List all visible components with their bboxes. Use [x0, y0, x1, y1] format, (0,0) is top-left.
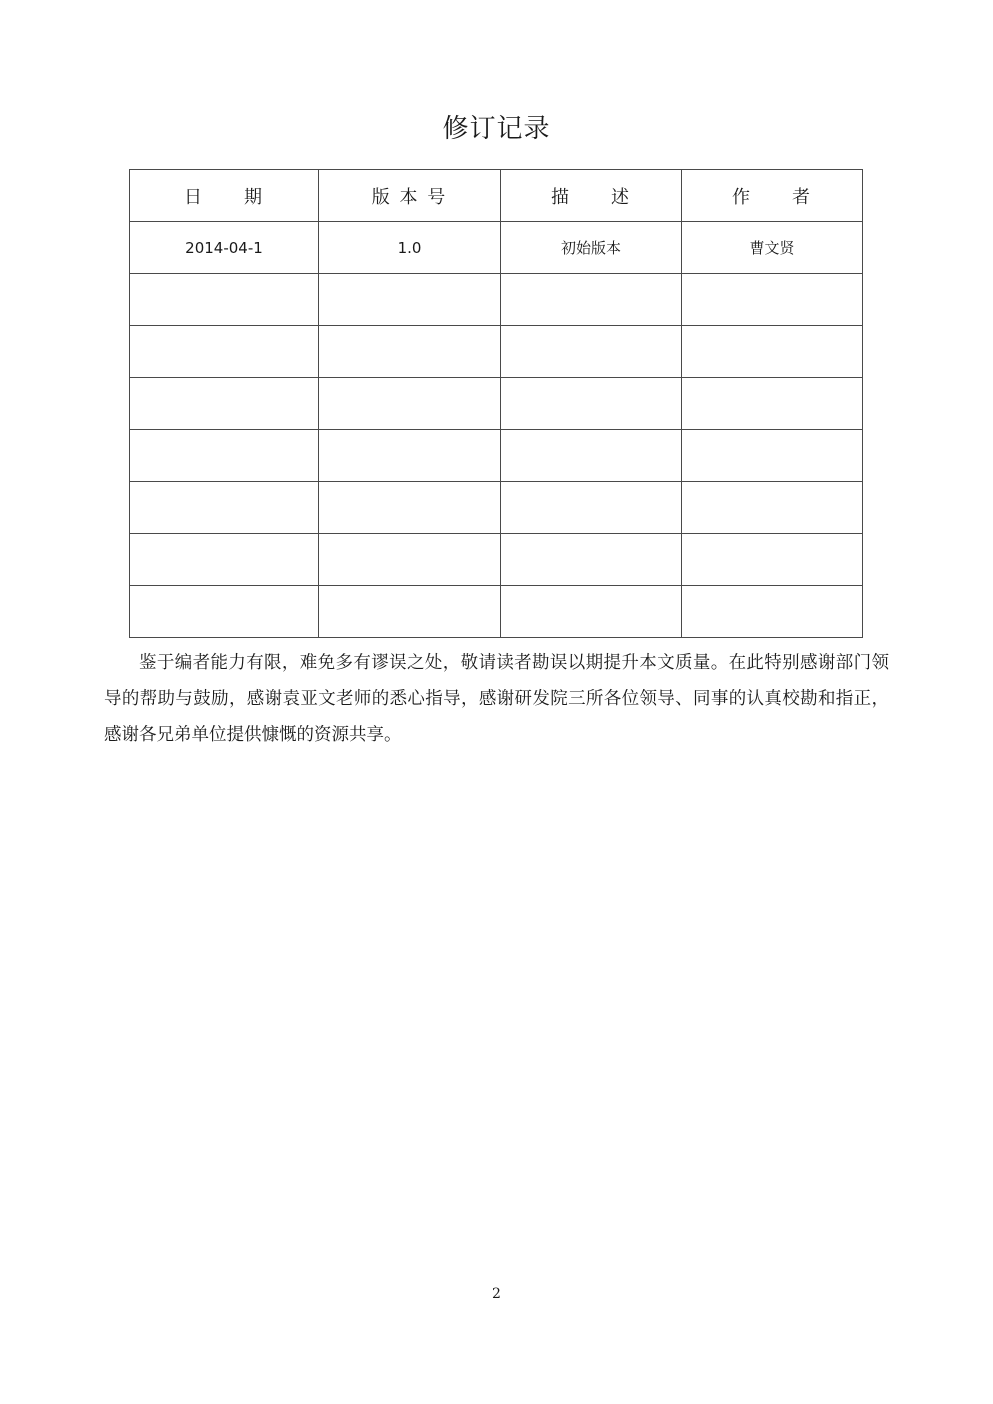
- cell-description: [501, 378, 682, 430]
- cell-description: 初始版本: [501, 222, 682, 274]
- cell-author: [682, 586, 863, 638]
- cell-version: [319, 274, 501, 326]
- cell-description: [501, 482, 682, 534]
- cell-version: [319, 326, 501, 378]
- cell-description: [501, 326, 682, 378]
- cell-date: 2014-04-1: [130, 222, 319, 274]
- cell-version: [319, 482, 501, 534]
- table-row: [130, 586, 863, 638]
- table-row: [130, 430, 863, 482]
- cell-version: [319, 378, 501, 430]
- cell-author: [682, 378, 863, 430]
- page-title: 修订记录: [442, 114, 551, 144]
- cell-date: [130, 586, 319, 638]
- cell-date: [130, 326, 319, 378]
- cell-version: [319, 586, 501, 638]
- table-row: [130, 534, 863, 586]
- table-row: [130, 326, 863, 378]
- cell-author: [682, 482, 863, 534]
- cell-author: [682, 274, 863, 326]
- cell-author: [682, 430, 863, 482]
- header-version: 版 本 号: [319, 170, 501, 222]
- header-author: 作 者: [682, 170, 863, 222]
- table-row: [130, 274, 863, 326]
- header-date: 日 期: [130, 170, 319, 222]
- cell-description: [501, 430, 682, 482]
- page-number: 2: [492, 1286, 501, 1302]
- cell-description: [501, 586, 682, 638]
- cell-version: 1.0: [319, 222, 501, 274]
- cell-description: [501, 274, 682, 326]
- cell-date: [130, 378, 319, 430]
- cell-date: [130, 430, 319, 482]
- revision-table: [129, 169, 863, 638]
- cell-date: [130, 534, 319, 586]
- cell-author: [682, 326, 863, 378]
- cell-version: [319, 534, 501, 586]
- cell-date: [130, 274, 319, 326]
- cell-description: [501, 534, 682, 586]
- table-row: [130, 222, 863, 274]
- table-row: [130, 482, 863, 534]
- cell-version: [319, 430, 501, 482]
- acknowledgement-paragraph: 鉴于编者能力有限，难免多有谬误之处，敬请读者勘误以期提升本文质量。在此特别感谢部门领导的帮助与鼓励，感谢袁亚文老师的悉心指导，感谢研发院三所各位领导、同事的认真校勘和指正，感谢各兄弟单位提供慷慨的资源共享。: [104, 653, 889, 745]
- table-row: [130, 378, 863, 430]
- header-description: 描 述: [501, 170, 682, 222]
- table-header-row: [130, 170, 863, 222]
- cell-date: [130, 482, 319, 534]
- cell-author: [682, 534, 863, 586]
- cell-author: 曹文贤: [682, 222, 863, 274]
